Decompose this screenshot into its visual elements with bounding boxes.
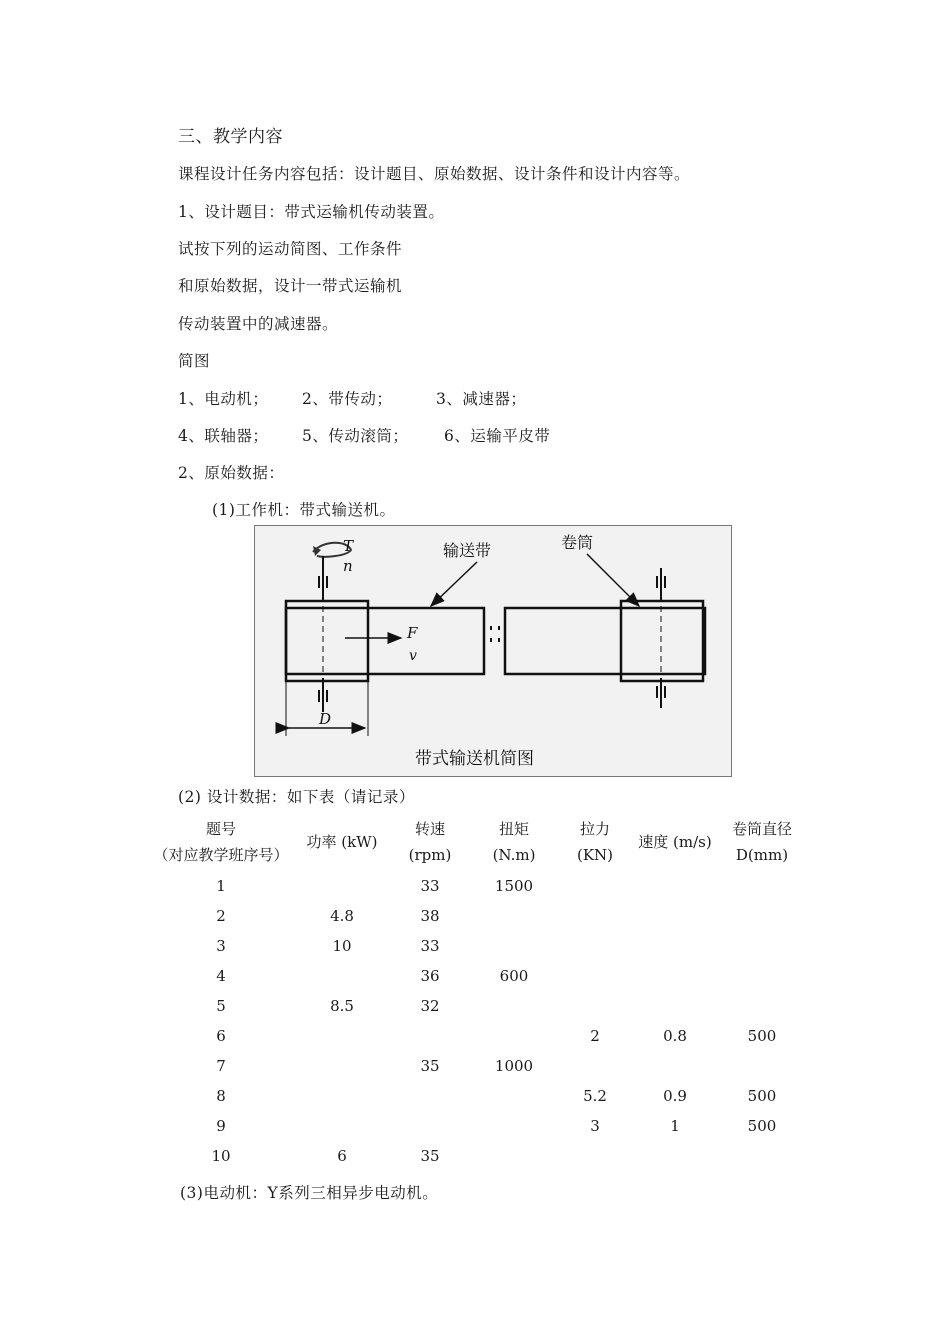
label-F: F: [407, 624, 418, 642]
table-row: [150, 901, 804, 931]
belt-conveyor-diagram: [254, 525, 732, 777]
header-line: (rpm): [408, 846, 452, 864]
col-speed-cell: 33: [420, 937, 440, 955]
table-row: [150, 931, 804, 961]
col-drum-diameter-cell: [720, 901, 804, 931]
design-data-table: [150, 813, 804, 1171]
col-power-cell: 10: [332, 937, 352, 955]
col-velocity-header: [630, 813, 720, 871]
part-item: 5、传动滚筒；: [302, 427, 409, 445]
col-number-cell: 1: [216, 877, 226, 895]
col-power-cell: [292, 871, 392, 901]
col-speed-cell: 35: [420, 1057, 440, 1075]
col-velocity-cell: 0.9: [663, 1087, 687, 1105]
topic-text: 1、设计题目：带式运输机传动装置。: [178, 203, 445, 221]
header-line: 拉力: [579, 820, 610, 838]
col-torque-cell: [468, 1141, 560, 1171]
col-drum-diameter-cell: [720, 931, 804, 961]
col-tension-cell: 3: [590, 1117, 600, 1135]
col-torque-cell: [468, 901, 560, 931]
diagram-label: 简图: [178, 352, 211, 370]
col-velocity-cell: [630, 931, 720, 961]
col-speed-cell: 38: [420, 907, 440, 925]
col-torque-cell: 600: [499, 967, 529, 985]
col-drum-diameter-header: [720, 813, 804, 871]
col-power-cell: [292, 1081, 392, 1111]
table-row: [150, 1021, 804, 1051]
header-line: 题号: [205, 820, 236, 838]
col-velocity-cell: 0.8: [663, 1027, 687, 1045]
raw-data-title: 2、原始数据：: [178, 464, 285, 482]
col-power-cell: [292, 1021, 392, 1051]
description-line: 试按下列的运动简图、工作条件: [178, 240, 403, 258]
col-speed-cell: 36: [420, 967, 440, 985]
col-speed-cell: [392, 1111, 468, 1141]
header-line: 卷筒直径: [731, 820, 792, 838]
part-item: 1、电动机；: [178, 390, 269, 408]
part-item: 3、减速器；: [436, 390, 527, 408]
col-drum-diameter-cell: [720, 1051, 804, 1081]
col-drum-diameter-cell: [720, 991, 804, 1021]
col-velocity-cell: [630, 1051, 720, 1081]
col-number-cell: 2: [216, 907, 226, 925]
col-power-header: [292, 813, 392, 871]
part-item: 2、带传动；: [302, 390, 393, 408]
part-item: 6、运输平皮带: [444, 427, 551, 445]
header-line: 功率 (kW): [306, 833, 378, 851]
figure-caption: 带式输送机简图: [415, 749, 534, 769]
col-power-cell: [292, 1111, 392, 1141]
col-speed-header: [392, 813, 468, 871]
header-line: 扭矩: [498, 820, 529, 838]
col-torque-cell: [468, 1021, 560, 1051]
col-tension-header: [560, 813, 630, 871]
col-drum-diameter-cell: 500: [747, 1027, 777, 1045]
motor-text: (3)电动机：Y系列三相异步电动机。: [180, 1184, 439, 1202]
col-torque-cell: [468, 931, 560, 961]
col-tension-cell: [560, 871, 630, 901]
table-body: [150, 871, 804, 1171]
header-line: 转速: [414, 820, 445, 838]
col-tension-cell: 2: [590, 1027, 600, 1045]
label-v: v: [409, 648, 417, 664]
label-drum: 卷筒: [561, 533, 594, 552]
col-tension-cell: [560, 1141, 630, 1171]
table-row: [150, 1141, 804, 1171]
col-speed-cell: 32: [420, 997, 440, 1015]
parts-list-row: [178, 424, 550, 446]
col-torque-cell: [468, 1081, 560, 1111]
col-speed-cell: 33: [420, 877, 440, 895]
col-torque-cell: [468, 991, 560, 1021]
col-tension-cell: [560, 961, 630, 991]
table-row: [150, 871, 804, 901]
header-line: （对应教学班序号）: [153, 846, 289, 864]
col-power-cell: 4.8: [330, 907, 354, 925]
col-tension-cell: [560, 931, 630, 961]
header-line: 速度 (m/s): [638, 833, 712, 851]
table-row: [150, 1111, 804, 1141]
work-machine-text: (1)工作机：带式输送机。: [212, 501, 396, 519]
col-torque-cell: 1500: [494, 877, 534, 895]
header-line: (N.m): [492, 846, 536, 864]
table-row: [150, 1081, 804, 1111]
label-n: n: [343, 557, 353, 575]
design-data-title: (2) 设计数据：如下表（请记录）: [178, 788, 415, 806]
col-number-cell: 7: [216, 1057, 226, 1075]
col-velocity-cell: [630, 871, 720, 901]
col-tension-cell: 5.2: [583, 1087, 607, 1105]
table-header-row: [150, 813, 804, 871]
header-line: D(mm): [735, 846, 789, 864]
col-speed-cell: [392, 1021, 468, 1051]
col-speed-cell: [392, 1081, 468, 1111]
col-torque-cell: 1000: [494, 1057, 534, 1075]
col-drum-diameter-cell: [720, 1141, 804, 1171]
conveyor-belt-left: [286, 608, 484, 674]
intro-text: 课程设计任务内容包括：设计题目、原始数据、设计条件和设计内容等。: [178, 165, 691, 183]
col-tension-cell: [560, 991, 630, 1021]
label-D: D: [319, 710, 332, 728]
col-tension-cell: [560, 1051, 630, 1081]
table-row: [150, 961, 804, 991]
right-drum: [621, 601, 703, 681]
col-velocity-cell: [630, 1141, 720, 1171]
col-number-cell: 6: [216, 1027, 226, 1045]
col-number-cell: 9: [216, 1117, 226, 1135]
label-T: T: [343, 537, 354, 555]
conveyor-belt-right: [505, 608, 705, 674]
left-drum: [286, 601, 368, 681]
col-number-cell: 5: [216, 997, 226, 1015]
col-drum-diameter-cell: [720, 961, 804, 991]
description-line: 和原始数据，设计一带式运输机: [178, 277, 403, 295]
parts-list-row: [178, 387, 526, 409]
col-number-header: [150, 813, 292, 871]
header-line: (KN): [576, 846, 614, 864]
section-title: 三、教学内容: [178, 127, 283, 147]
col-velocity-cell: [630, 961, 720, 991]
col-power-cell: 6: [337, 1147, 347, 1165]
col-number-cell: 4: [216, 967, 226, 985]
table-row: [150, 1051, 804, 1081]
description-line: 传动装置中的减速器。: [178, 315, 339, 333]
col-power-cell: 8.5: [330, 997, 354, 1015]
col-number-cell: 8: [216, 1087, 226, 1105]
col-tension-cell: [560, 901, 630, 931]
col-drum-diameter-cell: 500: [747, 1087, 777, 1105]
col-velocity-cell: [630, 901, 720, 931]
part-item: 4、联轴器；: [178, 427, 269, 445]
table-row: [150, 991, 804, 1021]
col-torque-header: [468, 813, 560, 871]
col-number-cell: 3: [216, 937, 226, 955]
col-speed-cell: 35: [420, 1147, 440, 1165]
col-torque-cell: [468, 1111, 560, 1141]
col-velocity-cell: 1: [670, 1117, 680, 1135]
col-velocity-cell: [630, 991, 720, 1021]
col-drum-diameter-cell: 500: [747, 1117, 777, 1135]
label-belt: 输送带: [443, 541, 492, 560]
col-number-cell: 10: [211, 1147, 231, 1165]
col-drum-diameter-cell: [720, 871, 804, 901]
col-power-cell: [292, 961, 392, 991]
col-power-cell: [292, 1051, 392, 1081]
